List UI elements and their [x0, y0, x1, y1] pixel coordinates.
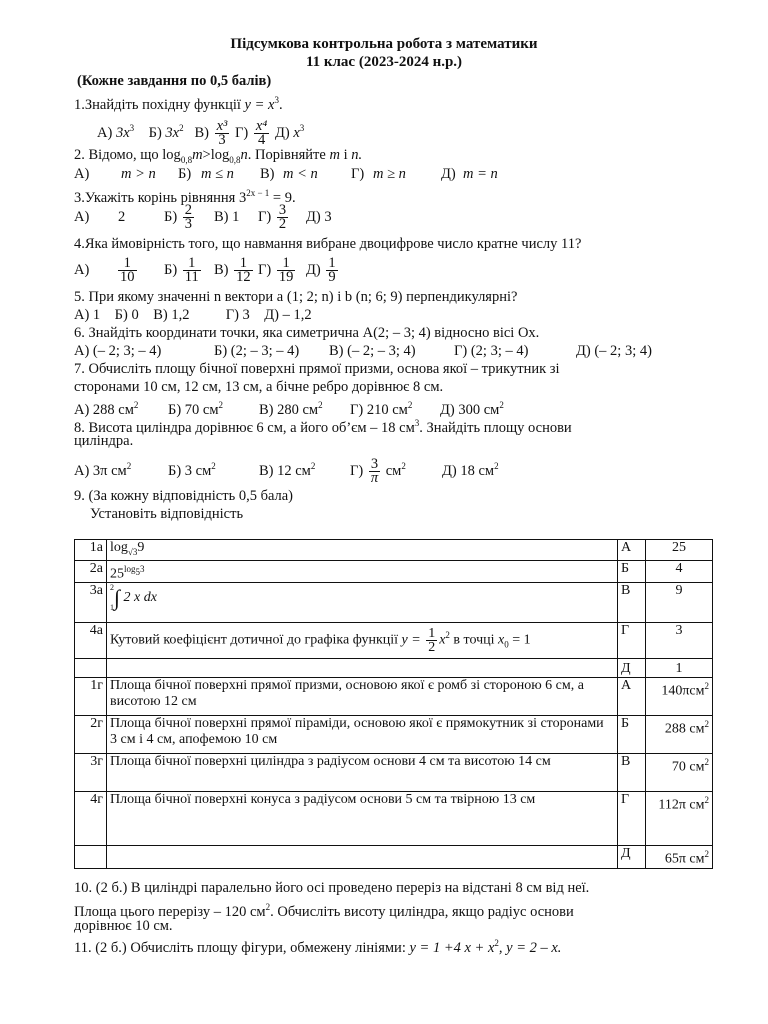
question-1-options	[97, 112, 304, 149]
table-row: 4а Кутовий коефіцієнт дотичної до графіка функції y = $\frac{1}{2}$ $x^2$ в точці $x_0 = 1$ Г 3	[75, 623, 713, 659]
table-row: Д 1	[75, 659, 713, 678]
table-row: 3а 2 1∫ 2 x dx В 9	[75, 583, 713, 623]
question-1: 1.Знайдіть похідну функції $y = x^3$.	[74, 95, 283, 113]
question-5: 5. При якому значенні n вектори a (1; 2; n) і b (n; 6; 9) перпендикулярні?	[74, 289, 518, 305]
question-2: 2. Відомо, що $\log_{0,8}m>\log_{0,8}n$. Порівняйте m і n.	[74, 147, 363, 165]
question-7-line-2: сторонами 10 см, 12 см, 13 см, а бічне ребро дорівнює 8 см.	[74, 379, 444, 395]
question-3: 3.Укажіть корінь рівняння $3^{2x - 1} = 9$.	[74, 188, 296, 206]
question-9-line-1: 9. (За кожну відповідність 0,5 бала)	[74, 488, 294, 504]
page-subtitle: 11 клас (2023-2024 н.р.)	[305, 54, 463, 70]
question-8-line-2: циліндра.	[74, 433, 134, 449]
question-6: 6. Знайдіть координати точки, яка симетрична А(2; – 3; 4) відносно вісі Ох.	[74, 325, 540, 341]
q1-option-d: Г) $\frac{\text{x⁴}}{4}$	[235, 118, 268, 148]
q1-option-e: Д) $x^3$	[274, 123, 305, 141]
document-page: Підсумкова контрольна робота з математики 11 клас (2023-2024 н.р.) (Кожне завдання по 0,5 балів) 1.Знайдіть похідну функції $y = x^3$. А) $3x^3$ Б) $3x^2$ В) $\frac{\text{x³}}{3}$ Г) $\frac{\text{x⁴}}{4}$ Д) $x^3$ 2. Відомо, що $\log_{0,8}m>\log_{0,8}n$. Порівняйте m і n. А) m > n Б) m ≤ n В) m < n Г) m ≥ n Д) m = n 3.Укажіть корінь рівняння $3^{2x - 1} = 9$. А) 2 Б) $\frac{2}{3}$ В) 1 Г) $\frac{3}{2}$ Д) 3 4.Яка ймовірність того, що навмання вибране двоцифрове число кратне числу 11? А) $\frac{1}{10}$ Б) $\frac{1}{11}$ В) $\frac{1}{12}$ Г) $\frac{1}{19}$ Д) $\frac{1}{9}$ 5. При якому значенні n вектори a (1; 2; n) і b (n; 6; 9) перпендикулярні? А) 1 Б) 0 В) 1,2 Г) 3 Д) – 1,2 6. Знайдіть координати точки, яка симетрична А(2; – 3; 4) відносно вісі Ох. А) (– 2; 3; – 4) Б) (2; – 3; – 4) В) (– 2; – 3; 4) Г) (2; 3; – 4) Д) (– 2; 3; 4) 7. Обчисліть площу бічної поверхні прямої призми, основа якої – трикутник зі сторонами 10 см, 12 см, 13 см, а бічне ребро дорівнює 8 см. А) 288 $см^2$ Б) 70 $см^2$ В) 280 $см^2$ Г) 210 $см^2$ Д) 300 $см^2$ 8. Висота циліндра дорівнює 6 см, а його об’єм – 18 $см^3$. Знайдіть площу основи циліндра. А) 3π $см^2$ Б) 3 $см^2$ В) 12 $см^2$ Г) $\frac{3}{\pi}$ $см^2$ Д) 18 $см^2$ 9. (За кожну відповідність 0,5 бала) Установіть відповідність 1а $\log_{√3}9$ А 25 2а $25^{log_53}$ Б 4 3а 2 1∫ 2 x dx В 9 4а Кутовий коефіцієнт дотичної до графіка функції y = $\frac{1}{2}$ $x^2$ в точці $x_0 = 1$ Г 3 Д 1 1г Площа бічної поверхні прямої призми, основою якої є ромб зі стороною 6 см, а висотою 12 см А 140πсм$^2$ 2г Площа бічної поверхні прямої піраміди, основою якої є прямокутник зі сторонами 3 см і 4 см, апофемою 10 см Б 288 $см^2$ 3г Площа бічної поверхні циліндра з радіусом основи 4 см та висотою 14 см В 70 $см^2$ 4г Площа бічної поверхні конуса з радіусом основи 5 см та твірною 13 см Г 112π $см^2$ Д 65π $см^2$ 10. (2 б.) В циліндрі паралельно його осі проведено переріз на відстані 8 см від неї. Площа цього перерізу – 120 $см^2$. Обчисліть висоту циліндра, якщо радіус основи дорівнює 10 см. 11. (2 б.) Обчисліть площу фігури, обмежену лініями: y = 1 +4 $x + x^2$, y = 2 – x.	[0, 0, 768, 1024]
question-7-line-1: 7. Обчисліть площу бічної поверхні прямої призми, основа якої – трикутник зі	[74, 361, 560, 377]
page-title: Підсумкова контрольна робота з математики	[230, 36, 538, 52]
q1-option-b: Б) $3x^2$	[148, 123, 184, 141]
q1-option-a: А) $3x^3$	[97, 123, 135, 141]
table-row: 1а $\log_{√3}9$ А 25	[75, 540, 713, 561]
question-10-line-1: 10. (2 б.) В циліндрі паралельно його осі проведено переріз на відстані 8 см від неї.	[74, 880, 590, 896]
q1-option-c: В) $\frac{\text{x³}}{3}$	[194, 118, 228, 148]
grading-note: (Кожне завдання по 0,5 балів)	[77, 73, 272, 89]
table-row: 3г Площа бічної поверхні циліндра з радіусом основи 4 см та висотою 14 см В 70 $см^2$	[75, 754, 713, 792]
question-4: 4.Яка ймовірність того, що навмання вибране двоцифрове число кратне числу 11?	[74, 236, 582, 252]
table-row: 2а $25^{log_53}$ Б 4	[75, 560, 713, 583]
table-row: Д 65π $см^2$	[75, 846, 713, 869]
question-9-line-2: Установіть відповідність	[90, 506, 244, 522]
question-5-options: А) 1 Б) 0 В) 1,2 Г) 3 Д) – 1,2	[74, 307, 312, 323]
question-11: 11. (2 б.) Обчисліть площу фігури, обмежену лініями: y = 1 +4 $x + x^2$, y = 2 – x.	[74, 938, 562, 956]
question-10-line-3: дорівнює 10 см.	[74, 918, 173, 934]
question-10-line-2: Площа цього перерізу – 120 $см^2$. Обчисліть висоту циліндра, якщо радіус основи	[74, 902, 574, 920]
matching-table	[74, 539, 713, 869]
table-row: 1г Площа бічної поверхні прямої призми, основою якої є ромб зі стороною 6 см, а висотою 12 см А 140πсм$^2$	[75, 678, 713, 716]
table-row: 2г Площа бічної поверхні прямої піраміди, основою якої є прямокутник зі сторонами 3 см і 4 см, апофемою 10 см Б 288 $см^2$	[75, 716, 713, 754]
question-8-line-1: 8. Висота циліндра дорівнює 6 см, а його об’єм – 18 $см^3$. Знайдіть площу основи	[74, 418, 572, 436]
table-row: 4г Площа бічної поверхні конуса з радіусом основи 5 см та твірною 13 см Г 112π $см^2$	[75, 792, 713, 846]
